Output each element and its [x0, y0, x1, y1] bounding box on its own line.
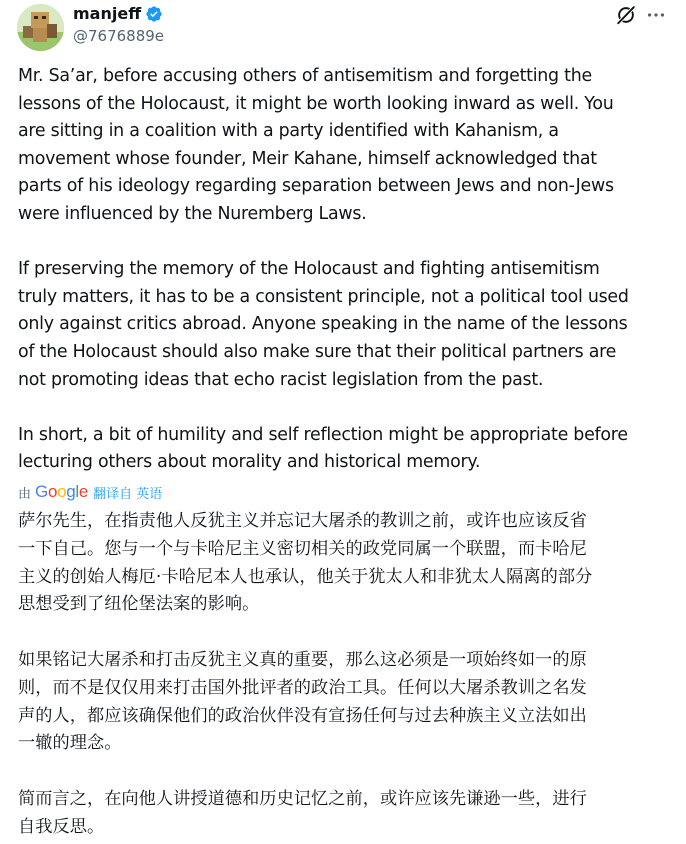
google-logo: Google: [35, 482, 89, 501]
post-header: [0, 0, 686, 58]
translated-paragraph: 简而言之，在向他人讲授道德和历史记忆之前，或许应该先谦逊一些，进行 自我反思。: [18, 788, 587, 837]
more-icon[interactable]: [645, 4, 667, 26]
translated-paragraph: 萨尔先生，在指责他人反犹主义并忘记大屠杀的教训之前，或许也应该反省 一下自己。您与一个与卡哈尼主义密切相关的政党同属一个联盟，而卡哈尼 主义的创始人梅厄·卡哈尼本人也承认，他关于犹太人和非犹太人隔离的部分 思想受到了纽伦堡法案的影响。: [18, 511, 593, 615]
post-text: [18, 63, 670, 477]
translated-paragraph: 如果铭记大屠杀和打击反犹主义真的重要，那么这必须是一项始终如一的原 则，而不是仅仅用来打击国外批评者的政治工具。任何以大屠杀教训之名发 声的人，都应该确保他们的政治伙伴没有宣扬任何与过去种族主义立法如出 一辙的理念。: [18, 649, 587, 754]
avatar-image: [17, 4, 64, 51]
translation-by-label: 由: [18, 486, 32, 502]
user-handle[interactable]: @7676889e: [73, 27, 165, 45]
post-paragraph: Mr. Sa’ar, before accusing others of antisemitism and forgetting the lessons of the Holocaust, it might be worth looking inward as well. You are sitting in a coalition with a party identified with Kahanism, a movement whose founder, Meir Kahane, himself acknowledged that parts of his ideology regarding separation between Jews and non-Jews were influenced by the Nuremberg Laws.: [18, 66, 614, 224]
verified-badge-icon: [145, 5, 163, 23]
avatar[interactable]: [17, 4, 64, 51]
translated-from-link[interactable]: 翻译自 英语: [93, 486, 163, 502]
display-name[interactable]: manjeff: [73, 4, 142, 23]
translation-attribution: [18, 481, 162, 503]
post-paragraph: In short, a bit of humility and self reflection might be appropriate before lecturing others about morality and historical memory.: [18, 424, 628, 473]
user-name-row: [73, 4, 163, 24]
post-paragraph: If preserving the memory of the Holocaust and fighting antisemitism truly matters, it has to be a consistent principle, not a political tool used only against critics abroad. Anyone speaking in the name of the lessons of the Holocaust should also make sure that their political partners are not promoting ideas that echo racist legislation from the past.: [18, 259, 629, 390]
translated-text: [18, 508, 678, 842]
grok-icon[interactable]: [615, 4, 637, 26]
